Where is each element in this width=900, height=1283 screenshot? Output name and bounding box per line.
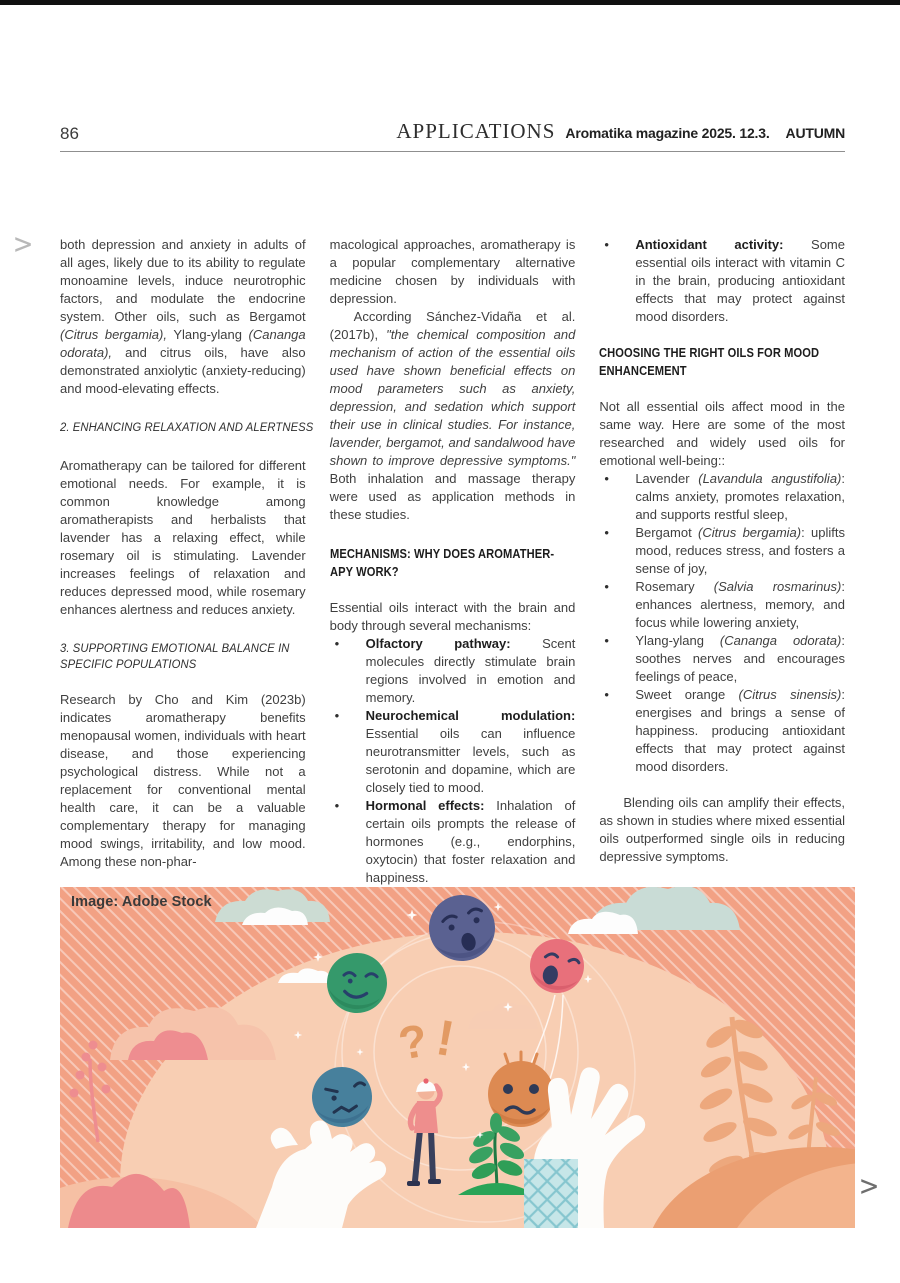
article-image: [60, 887, 855, 1228]
column-1: [60, 236, 314, 887]
next-page-arrow-icon[interactable]: >: [860, 1169, 879, 1204]
previous-page-arrow-icon[interactable]: >: [14, 227, 33, 262]
list-item: • Ylang-ylang (Cananga odorata): soothes nerves and encourages feelings of peace,: [599, 632, 845, 686]
antioxidant-bullet: [599, 236, 845, 326]
paragraph: Aromatherapy can be tailored for different emotional needs. For example, it is common knowledge among aromatherapists and herbalists that lavender has a relaxing effect, while rosemary oil is stimulating. Lavender increases feelings of relaxation and reduces depressed mood, while rosemary enhances alertness and reduces anxiety.: [60, 457, 306, 617]
page-header: [60, 118, 845, 144]
paragraph: Not all essential oils affect mood in the same way. Here are some of the most researched and widely used oils for emotional well-being::: [599, 399, 845, 468]
mechanism-list: [330, 635, 576, 887]
paragraph: both depression and anxiety in adults of all ages, likely due to its ability to regulate monoamine levels, induce neurotrophic factors, and modulate the endocrine system. Other oils, such as Bergamot (Citrus bergamia), Ylang-ylang (Cananga odorata), and citrus oils, have also demonstrated anxiolytic (anxiety-reducing) and mood-elevating effects.: [60, 237, 306, 396]
oil-list: [599, 470, 845, 776]
heading-mechanisms: MECHANISMS: WHY DOES AROMATHER- APY WORK?: [329, 547, 554, 579]
paragraph: macological approaches, aromatherapy is a popular complementary alternative medicine chosen by individuals with depression.: [329, 237, 576, 306]
top-border-bar: [0, 0, 900, 5]
paragraph: Essential oils interact with the brain and body through several mechanisms:: [329, 600, 576, 633]
paragraph: Research by Cho and Kim (2023b) indicates aromatherapy benefits menopausal women, individuals with heart disease, and those experiencing psychological distress. While not a replacement for conventional mental health care, it can be a valuable complementary therapy for managing mood swings, irritability, and low mood. Among these non-phar-: [60, 691, 306, 869]
list-item: • Neurochemical modulation: Essential oils can influence neurotransmitter levels, such as serotonin and dopamine, which are closely tied to mood.: [330, 707, 576, 797]
list-item: • Olfactory pathway: Scent molecules directly stimulate brain regions involved in emotion and memory.: [330, 635, 576, 707]
magazine-info: Aromatika magazine 2025. 12.3.: [565, 125, 770, 141]
header-rule: [60, 151, 845, 152]
list-item: • Rosemary (Salvia rosmarinus): enhances alertness, memory, and focus while lowering anxiety,: [599, 578, 845, 632]
svg-text:?: ?: [394, 1013, 432, 1070]
list-item: • Lavender (Lavandula angustifolia): calms anxiety, promotes relaxation, and supports restful sleep,: [599, 470, 845, 524]
image-credit-caption: Image: Adobe Stock: [71, 894, 212, 910]
mood-illustration-svg: [60, 887, 855, 1228]
paragraph: Blending oils can amplify their effects, as shown in studies where mixed essential oils outperformed single oils in reducing depressive symptoms.: [599, 795, 846, 864]
list-item: • Bergamot (Citrus bergamia): uplifts mood, reduces stress, and fosters a sense of joy,: [599, 524, 845, 578]
column-3: [599, 236, 845, 887]
column-2: [330, 236, 576, 887]
season-label: AUTUMN: [785, 125, 845, 141]
subheading-2: 2. ENHANCING RELAXATION AND ALERTNESS: [60, 420, 314, 434]
header-right: [396, 119, 845, 144]
page-number: 86: [60, 124, 79, 143]
list-item: • Sweet orange (Citrus sinensis): energises and brings a sense of happiness. producing antioxidant effects that may protect against mood disorders.: [599, 686, 845, 776]
paragraph-quote: According Sánchez-Vidaña et al. (2017b), "the chemical composition and mechanism of action of the essential oils used have shown beneficial effects on mood parameters such as anxiety, depression, and sedation which support their use in clinical studies. For instance, lavender, bergamot, and sandalwood have shown to improve depressive symptoms." Both inhalation and massage therapy were used as application methods in these studies.: [329, 309, 576, 522]
subheading-3: 3. SUPPORTING EMOTIONAL BALANCE IN SPECIFIC POPULATIONS: [60, 640, 290, 671]
section-label: APPLICATIONS: [396, 119, 556, 143]
heading-choosing-oils: CHOOSING THE RIGHT OILS FOR MOOD ENHANCEMENT: [599, 346, 820, 378]
list-item: • Hormonal effects: Inhalation of certain oils prompts the release of hormones (e.g., endorphins, oxytocin) that foster relaxation and happiness.: [330, 797, 576, 887]
article-columns: [60, 236, 845, 887]
list-item: • Antioxidant activity: Some essential oils interact with vitamin C in the brain, producing antioxidant effects that may protect against mood disorders.: [599, 236, 845, 326]
svg-text:!: !: [432, 1009, 459, 1068]
